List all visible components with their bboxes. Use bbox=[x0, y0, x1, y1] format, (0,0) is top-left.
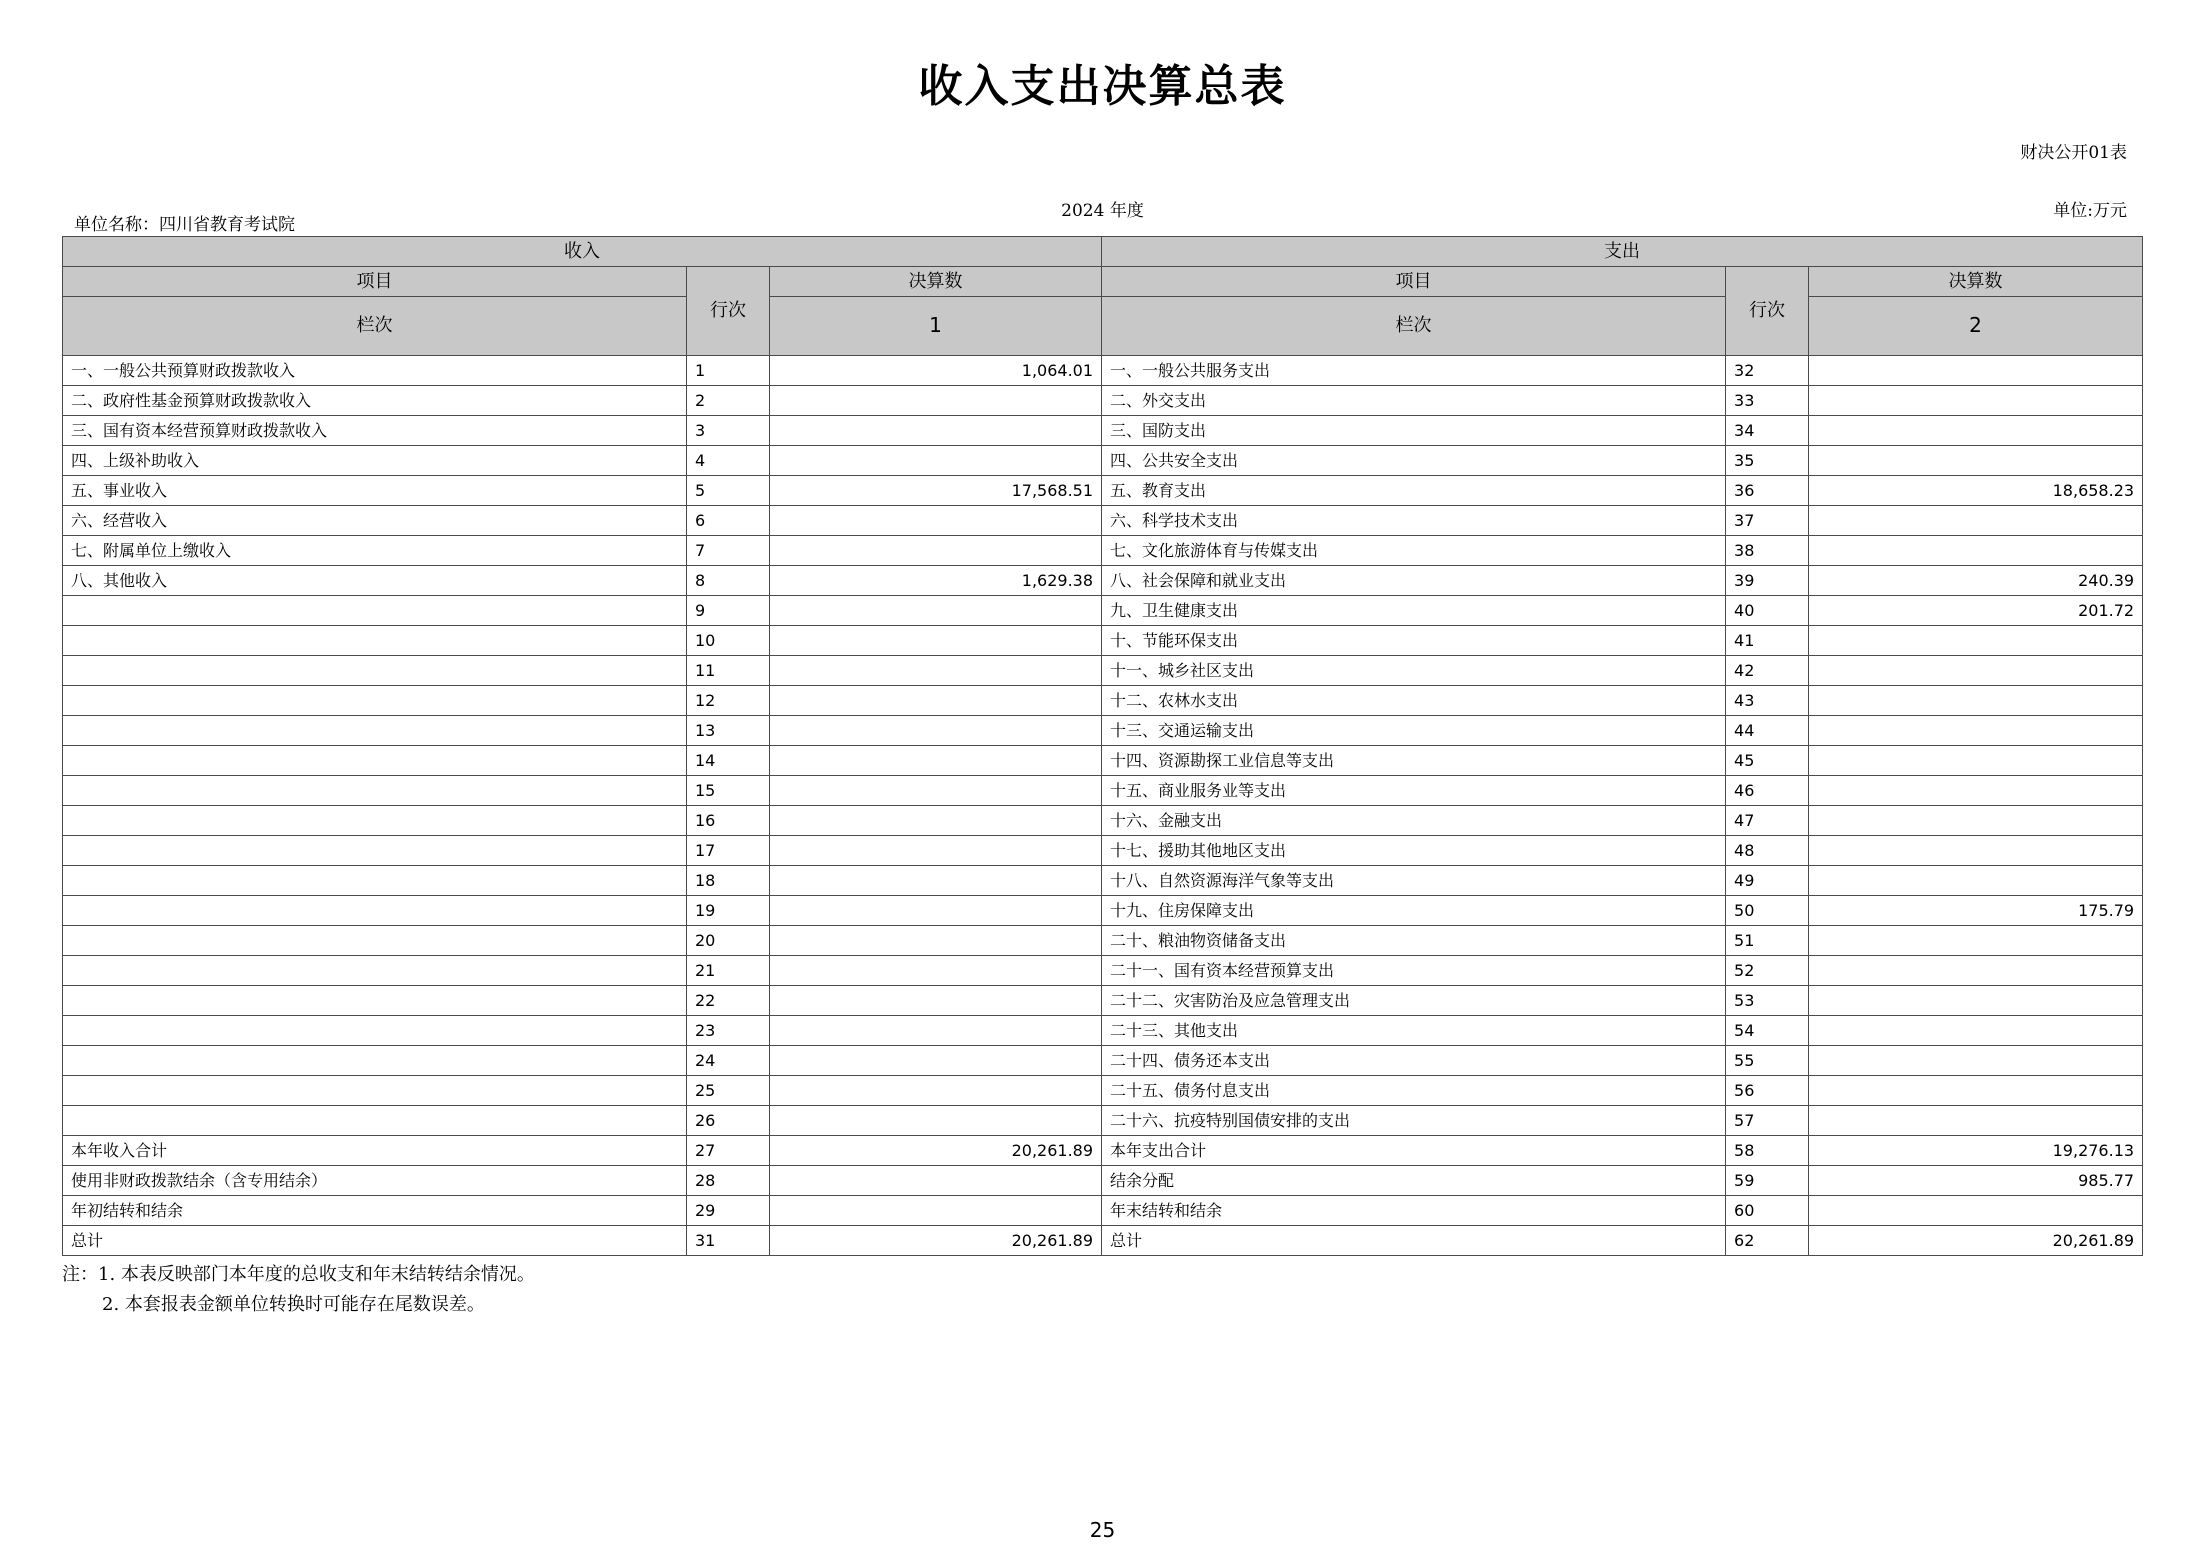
expense-amount-cell bbox=[1809, 1046, 2143, 1076]
income-row-number-cell: 8 bbox=[687, 566, 770, 596]
table-row bbox=[63, 416, 2143, 446]
expense-item-cell: 本年支出合计 bbox=[1102, 1136, 1726, 1166]
income-item-cell: 一、一般公共预算财政拨款收入 bbox=[63, 356, 687, 386]
expense-row-number-cell: 49 bbox=[1726, 866, 1809, 896]
expense-amount-cell: 201.72 bbox=[1809, 596, 2143, 626]
expense-row-number-cell: 43 bbox=[1726, 686, 1809, 716]
income-item-cell: 五、事业收入 bbox=[63, 476, 687, 506]
expense-item-cell: 五、教育支出 bbox=[1102, 476, 1726, 506]
table-row bbox=[63, 1226, 2143, 1256]
income-item-cell bbox=[63, 686, 687, 716]
expense-amount-cell bbox=[1809, 446, 2143, 476]
table-row bbox=[63, 596, 2143, 626]
expense-amount-cell bbox=[1809, 1196, 2143, 1226]
income-row-number-cell: 9 bbox=[687, 596, 770, 626]
income-item-cell: 六、经营收入 bbox=[63, 506, 687, 536]
expense-column-number: 2 bbox=[1809, 297, 2143, 356]
fiscal-year: 2024 年度 bbox=[1061, 201, 1144, 221]
income-row-number-cell: 10 bbox=[687, 626, 770, 656]
expense-row-number-cell: 32 bbox=[1726, 356, 1809, 386]
table-row bbox=[63, 1166, 2143, 1196]
expense-amount-cell bbox=[1809, 506, 2143, 536]
income-row-number-cell: 28 bbox=[687, 1166, 770, 1196]
expense-row-number-cell: 56 bbox=[1726, 1076, 1809, 1106]
page-number: 25 bbox=[1089, 1518, 1116, 1542]
expense-column-label: 栏次 bbox=[1102, 297, 1726, 356]
expense-row-number-cell: 42 bbox=[1726, 656, 1809, 686]
expense-amount-cell bbox=[1809, 866, 2143, 896]
expense-amount-cell bbox=[1809, 356, 2143, 386]
expense-row-number-cell: 52 bbox=[1726, 956, 1809, 986]
table-row bbox=[63, 1196, 2143, 1226]
expense-item-header: 项目 bbox=[1102, 267, 1726, 297]
income-amount-cell bbox=[770, 1166, 1102, 1196]
income-amount-cell: 20,261.89 bbox=[770, 1226, 1102, 1256]
expense-item-cell: 八、社会保障和就业支出 bbox=[1102, 566, 1726, 596]
income-row-number-cell: 12 bbox=[687, 686, 770, 716]
income-header: 收入 bbox=[63, 237, 1102, 267]
expense-row-number-cell: 33 bbox=[1726, 386, 1809, 416]
expense-row-number-cell: 38 bbox=[1726, 536, 1809, 566]
income-item-cell: 八、其他收入 bbox=[63, 566, 687, 596]
expense-amount-header: 决算数 bbox=[1809, 267, 2143, 297]
income-item-cell bbox=[63, 836, 687, 866]
income-item-cell bbox=[63, 926, 687, 956]
expense-item-cell: 三、国防支出 bbox=[1102, 416, 1726, 446]
table-row bbox=[63, 1076, 2143, 1106]
expense-amount-cell bbox=[1809, 386, 2143, 416]
income-row-number-cell: 13 bbox=[687, 716, 770, 746]
income-item-cell bbox=[63, 896, 687, 926]
income-row-number-cell: 7 bbox=[687, 536, 770, 566]
income-column-number: 1 bbox=[770, 297, 1102, 356]
income-rowno-header: 行次 bbox=[687, 267, 770, 356]
income-row-number-cell: 18 bbox=[687, 866, 770, 896]
expense-amount-cell: 175.79 bbox=[1809, 896, 2143, 926]
income-amount-cell bbox=[770, 536, 1102, 566]
income-amount-cell bbox=[770, 806, 1102, 836]
income-amount-cell bbox=[770, 506, 1102, 536]
expense-row-number-cell: 40 bbox=[1726, 596, 1809, 626]
expense-item-cell: 九、卫生健康支出 bbox=[1102, 596, 1726, 626]
expense-row-number-cell: 50 bbox=[1726, 896, 1809, 926]
expense-item-cell: 十九、住房保障支出 bbox=[1102, 896, 1726, 926]
income-amount-cell bbox=[770, 1076, 1102, 1106]
expense-row-number-cell: 41 bbox=[1726, 626, 1809, 656]
income-amount-cell bbox=[770, 866, 1102, 896]
expense-row-number-cell: 47 bbox=[1726, 806, 1809, 836]
expense-row-number-cell: 55 bbox=[1726, 1046, 1809, 1076]
expense-item-cell: 二十三、其他支出 bbox=[1102, 1016, 1726, 1046]
income-row-number-cell: 20 bbox=[687, 926, 770, 956]
expense-amount-cell bbox=[1809, 416, 2143, 446]
income-item-header: 项目 bbox=[63, 267, 687, 297]
income-amount-cell bbox=[770, 896, 1102, 926]
page-title: 收入支出决算总表 bbox=[918, 61, 1287, 112]
income-row-number-cell: 21 bbox=[687, 956, 770, 986]
income-item-cell: 七、附属单位上缴收入 bbox=[63, 536, 687, 566]
expense-amount-cell bbox=[1809, 926, 2143, 956]
table-row bbox=[63, 686, 2143, 716]
form-code: 财决公开01表 bbox=[2020, 143, 2127, 163]
income-item-cell bbox=[63, 806, 687, 836]
expense-amount-cell bbox=[1809, 776, 2143, 806]
income-row-number-cell: 23 bbox=[687, 1016, 770, 1046]
expense-item-cell: 十三、交通运输支出 bbox=[1102, 716, 1726, 746]
expense-row-number-cell: 46 bbox=[1726, 776, 1809, 806]
income-amount-cell bbox=[770, 1196, 1102, 1226]
income-amount-cell bbox=[770, 446, 1102, 476]
expense-item-cell: 总计 bbox=[1102, 1226, 1726, 1256]
table-row bbox=[63, 896, 2143, 926]
expense-item-cell: 二十五、债务付息支出 bbox=[1102, 1076, 1726, 1106]
note-1: 注：1. 本表反映部门本年度的总收支和年末结转结余情况。 bbox=[62, 1264, 535, 1285]
table-row bbox=[63, 536, 2143, 566]
table-row bbox=[63, 1136, 2143, 1166]
expense-amount-cell bbox=[1809, 1016, 2143, 1046]
expense-row-number-cell: 57 bbox=[1726, 1106, 1809, 1136]
table-row bbox=[63, 386, 2143, 416]
table-row bbox=[63, 656, 2143, 686]
expense-amount-cell bbox=[1809, 746, 2143, 776]
expense-row-number-cell: 39 bbox=[1726, 566, 1809, 596]
expense-row-number-cell: 35 bbox=[1726, 446, 1809, 476]
income-item-cell bbox=[63, 956, 687, 986]
expense-item-cell: 十五、商业服务业等支出 bbox=[1102, 776, 1726, 806]
income-amount-cell bbox=[770, 836, 1102, 866]
expense-row-number-cell: 59 bbox=[1726, 1166, 1809, 1196]
income-amount-cell bbox=[770, 716, 1102, 746]
expense-row-number-cell: 48 bbox=[1726, 836, 1809, 866]
table-row bbox=[63, 1046, 2143, 1076]
income-item-cell: 使用非财政拨款结余（含专用结余） bbox=[63, 1166, 687, 1196]
income-row-number-cell: 6 bbox=[687, 506, 770, 536]
expense-item-cell: 十一、城乡社区支出 bbox=[1102, 656, 1726, 686]
expense-amount-cell: 18,658.23 bbox=[1809, 476, 2143, 506]
expense-amount-cell: 985.77 bbox=[1809, 1166, 2143, 1196]
expense-item-cell: 二、外交支出 bbox=[1102, 386, 1726, 416]
table-row bbox=[63, 866, 2143, 896]
income-row-number-cell: 22 bbox=[687, 986, 770, 1016]
expense-row-number-cell: 53 bbox=[1726, 986, 1809, 1016]
expense-item-cell: 结余分配 bbox=[1102, 1166, 1726, 1196]
expense-amount-cell bbox=[1809, 536, 2143, 566]
income-amount-header: 决算数 bbox=[770, 267, 1102, 297]
income-row-number-cell: 31 bbox=[687, 1226, 770, 1256]
income-item-cell bbox=[63, 656, 687, 686]
expense-row-number-cell: 51 bbox=[1726, 926, 1809, 956]
expense-amount-cell bbox=[1809, 716, 2143, 746]
income-amount-cell bbox=[770, 686, 1102, 716]
income-item-cell: 三、国有资本经营预算财政拨款收入 bbox=[63, 416, 687, 446]
income-amount-cell bbox=[770, 986, 1102, 1016]
expense-item-cell: 四、公共安全支出 bbox=[1102, 446, 1726, 476]
expense-amount-cell bbox=[1809, 626, 2143, 656]
income-row-number-cell: 29 bbox=[687, 1196, 770, 1226]
income-amount-cell bbox=[770, 386, 1102, 416]
income-item-cell bbox=[63, 626, 687, 656]
expense-amount-cell bbox=[1809, 986, 2143, 1016]
table-row bbox=[63, 1106, 2143, 1136]
income-amount-cell: 1,629.38 bbox=[770, 566, 1102, 596]
expense-row-number-cell: 36 bbox=[1726, 476, 1809, 506]
notes bbox=[62, 1260, 535, 1320]
currency-unit: 单位:万元 bbox=[2053, 201, 2127, 221]
income-item-cell bbox=[63, 1076, 687, 1106]
income-amount-cell bbox=[770, 776, 1102, 806]
income-item-cell: 总计 bbox=[63, 1226, 687, 1256]
income-amount-cell bbox=[770, 1106, 1102, 1136]
income-item-cell: 二、政府性基金预算财政拨款收入 bbox=[63, 386, 687, 416]
expense-item-cell: 十六、金融支出 bbox=[1102, 806, 1726, 836]
income-amount-cell bbox=[770, 626, 1102, 656]
income-amount-cell bbox=[770, 746, 1102, 776]
expense-item-cell: 十、节能环保支出 bbox=[1102, 626, 1726, 656]
expense-row-number-cell: 58 bbox=[1726, 1136, 1809, 1166]
table-row bbox=[63, 476, 2143, 506]
expense-item-cell: 一、一般公共服务支出 bbox=[1102, 356, 1726, 386]
income-row-number-cell: 15 bbox=[687, 776, 770, 806]
income-row-number-cell: 16 bbox=[687, 806, 770, 836]
income-row-number-cell: 27 bbox=[687, 1136, 770, 1166]
income-item-cell bbox=[63, 1016, 687, 1046]
income-row-number-cell: 26 bbox=[687, 1106, 770, 1136]
unit-name: 单位名称：四川省教育考试院 bbox=[74, 215, 295, 235]
expense-item-cell: 七、文化旅游体育与传媒支出 bbox=[1102, 536, 1726, 566]
income-row-number-cell: 1 bbox=[687, 356, 770, 386]
expense-amount-cell: 240.39 bbox=[1809, 566, 2143, 596]
income-item-cell bbox=[63, 866, 687, 896]
income-amount-cell bbox=[770, 1046, 1102, 1076]
expense-item-cell: 二十四、债务还本支出 bbox=[1102, 1046, 1726, 1076]
income-amount-cell bbox=[770, 926, 1102, 956]
expense-row-number-cell: 45 bbox=[1726, 746, 1809, 776]
expense-item-cell: 二十一、国有资本经营预算支出 bbox=[1102, 956, 1726, 986]
expense-item-cell: 十八、自然资源海洋气象等支出 bbox=[1102, 866, 1726, 896]
income-row-number-cell: 24 bbox=[687, 1046, 770, 1076]
expense-amount-cell bbox=[1809, 806, 2143, 836]
income-item-cell bbox=[63, 716, 687, 746]
expense-item-cell: 年末结转和结余 bbox=[1102, 1196, 1726, 1226]
table-row bbox=[63, 506, 2143, 536]
income-item-cell bbox=[63, 1106, 687, 1136]
income-item-cell bbox=[63, 986, 687, 1016]
expense-amount-cell bbox=[1809, 656, 2143, 686]
income-item-cell bbox=[63, 746, 687, 776]
table-row bbox=[63, 986, 2143, 1016]
income-amount-cell bbox=[770, 416, 1102, 446]
note-2: 2. 本套报表金额单位转换时可能存在尾数误差。 bbox=[102, 1294, 485, 1315]
income-item-cell bbox=[63, 596, 687, 626]
income-row-number-cell: 2 bbox=[687, 386, 770, 416]
table-row bbox=[63, 746, 2143, 776]
income-expense-table bbox=[62, 236, 2143, 1256]
income-item-cell bbox=[63, 776, 687, 806]
expense-row-number-cell: 60 bbox=[1726, 1196, 1809, 1226]
expense-amount-cell: 19,276.13 bbox=[1809, 1136, 2143, 1166]
table-row bbox=[63, 776, 2143, 806]
expense-item-cell: 十四、资源勘探工业信息等支出 bbox=[1102, 746, 1726, 776]
expense-item-cell: 十二、农林水支出 bbox=[1102, 686, 1726, 716]
income-item-cell: 四、上级补助收入 bbox=[63, 446, 687, 476]
table-row bbox=[63, 356, 2143, 386]
expense-row-number-cell: 62 bbox=[1726, 1226, 1809, 1256]
income-row-number-cell: 4 bbox=[687, 446, 770, 476]
expense-header: 支出 bbox=[1102, 237, 2143, 267]
income-item-cell bbox=[63, 1046, 687, 1076]
income-row-number-cell: 3 bbox=[687, 416, 770, 446]
table-row bbox=[63, 716, 2143, 746]
expense-item-cell: 十七、援助其他地区支出 bbox=[1102, 836, 1726, 866]
income-row-number-cell: 25 bbox=[687, 1076, 770, 1106]
income-amount-cell: 1,064.01 bbox=[770, 356, 1102, 386]
expense-item-cell: 六、科学技术支出 bbox=[1102, 506, 1726, 536]
income-row-number-cell: 19 bbox=[687, 896, 770, 926]
income-amount-cell bbox=[770, 656, 1102, 686]
income-amount-cell bbox=[770, 1016, 1102, 1046]
expense-row-number-cell: 37 bbox=[1726, 506, 1809, 536]
expense-row-number-cell: 54 bbox=[1726, 1016, 1809, 1046]
expense-amount-cell bbox=[1809, 1076, 2143, 1106]
expense-amount-cell: 20,261.89 bbox=[1809, 1226, 2143, 1256]
expense-row-number-cell: 34 bbox=[1726, 416, 1809, 446]
income-row-number-cell: 14 bbox=[687, 746, 770, 776]
income-amount-cell: 20,261.89 bbox=[770, 1136, 1102, 1166]
expense-item-cell: 二十、粮油物资储备支出 bbox=[1102, 926, 1726, 956]
income-row-number-cell: 5 bbox=[687, 476, 770, 506]
income-row-number-cell: 11 bbox=[687, 656, 770, 686]
income-amount-cell: 17,568.51 bbox=[770, 476, 1102, 506]
table-row bbox=[63, 836, 2143, 866]
income-amount-cell bbox=[770, 596, 1102, 626]
expense-amount-cell bbox=[1809, 686, 2143, 716]
expense-amount-cell bbox=[1809, 1106, 2143, 1136]
income-item-cell: 本年收入合计 bbox=[63, 1136, 687, 1166]
expense-amount-cell bbox=[1809, 956, 2143, 986]
expense-amount-cell bbox=[1809, 836, 2143, 866]
expense-item-cell: 二十六、抗疫特别国债安排的支出 bbox=[1102, 1106, 1726, 1136]
expense-item-cell: 二十二、灾害防治及应急管理支出 bbox=[1102, 986, 1726, 1016]
table-row bbox=[63, 626, 2143, 656]
income-amount-cell bbox=[770, 956, 1102, 986]
income-item-cell: 年初结转和结余 bbox=[63, 1196, 687, 1226]
table-row bbox=[63, 956, 2143, 986]
table-row bbox=[63, 806, 2143, 836]
table-row bbox=[63, 926, 2143, 956]
expense-rowno-header: 行次 bbox=[1726, 267, 1809, 356]
table-row bbox=[63, 566, 2143, 596]
income-column-label: 栏次 bbox=[63, 297, 687, 356]
table-row bbox=[63, 446, 2143, 476]
table-row bbox=[63, 1016, 2143, 1046]
expense-row-number-cell: 44 bbox=[1726, 716, 1809, 746]
income-row-number-cell: 17 bbox=[687, 836, 770, 866]
